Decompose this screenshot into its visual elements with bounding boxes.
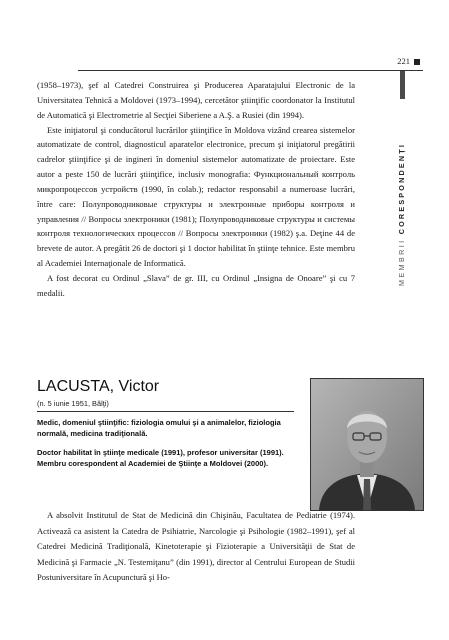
- portrait-photo: [310, 378, 424, 511]
- page-number: 221: [397, 56, 410, 66]
- previous-entry-paragraph: A fost decorat cu Ordinul „Slava” de gr. III, cu Ordinul „Insigna de Onoare” şi cu 7 medalii.: [37, 272, 355, 298]
- previous-entry-text: [37, 78, 355, 301]
- previous-entry-paragraph: (1958–1973), şef al Catedrei Construirea şi Producerea Aparatajului Electronic de la Universitatea Tehnică a Moldovei (1973–1994), cercetător ştiinţific coordonator la Institutul de Automatică şi Electrometrie al Secţiei Siberiene a A.Ş. a Rusiei (din 1994).: [37, 80, 355, 120]
- header-rule: [78, 70, 423, 71]
- page-number-marker: [414, 59, 420, 65]
- entry-name: LACUSTA, Victor: [37, 378, 160, 395]
- section-side-label: [397, 86, 409, 286]
- entry-biography: A absolvit Institutul de Stat de Medicină din Chişinău, Facultatea de Pediatrie (1974). Activează ca asistent la Catedra de Psihiatrie, Narcologie şi Psihologie (1982–1991), şef al Catedrei Medicină Tradiţională, Kinetoterapie şi Fizioterapie a Universităţii de Stat de Medicină şi Farmacie „N. Testemiţanu” (din 1991), director al Centrului European de Studii Postuniversitare în Acupunctură şi Ho-: [37, 510, 355, 583]
- entry-degrees: Doctor habilitat în ştiinţe medicale (1991), profesor universitar (1991). Membru corespondent al Academiei de Ştiinţe a Moldovei (2000).: [37, 448, 284, 468]
- entry-heading-rule: [37, 411, 294, 412]
- entry-domain: Medic, domeniul ştiinţific: fiziologia omului şi a animalelor, fiziologia normală, medicina tradiţională.: [37, 418, 281, 438]
- entry-birth: (n. 5 iunie 1951, Bălţi): [37, 399, 109, 408]
- portrait-illustration: [311, 379, 423, 510]
- previous-entry-paragraph: Este iniţiatorul şi conducătorul lucrărilor ştiinţifice în Moldova vizând crearea sistemelor automatizate de control, diagnosticul aparatelor electronice, precum şi iniţiatorul pregătirii cadrelor ştiinţifice şi de ingineri în domeniul sistemelor automatizate de proiectare. Este autor a peste 150 de lucrări ştiinţifice, inclusiv monografia: Функциональный контроль микропроцессов устройств (1990, în colab.); redactor responsabil a numeroase lucrări, între care: Полупроводниковые структуры и электронные приборы контроля и управления // Вопросы электроники (1981); Полупроводниковые структуры и системы контроля технологических процессов // Вопросы электроники (1982) ş.a. Deţine 44 de brevete de autor. A pregătit 26 de doctori şi 1 doctor habilitat în ştiinţe tehnice. Este membru al Academiei Internaţionale de Informatică.: [37, 124, 355, 269]
- side-label-light: MEMBRII: [397, 238, 406, 286]
- side-label-bold: CORESPONDENȚI: [397, 142, 406, 235]
